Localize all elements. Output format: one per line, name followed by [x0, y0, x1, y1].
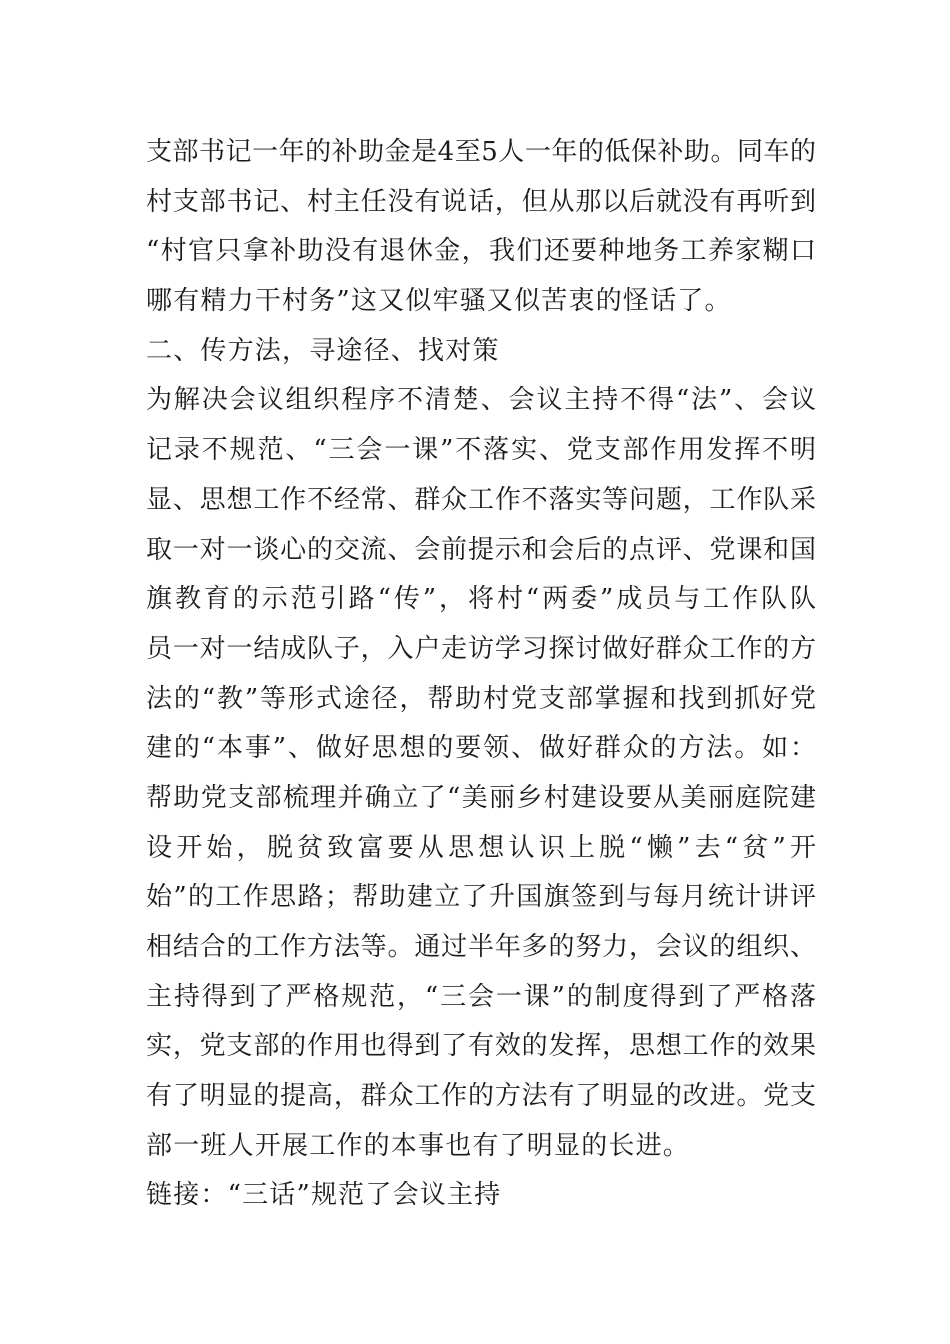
text-line: 记录不规范、“三会一课”不落实、党支部作用发挥不明 — [146, 435, 816, 466]
text-line: 村支部书记、村主任没有说话，但从那以后就没有再听到 — [146, 186, 816, 217]
text-line: 设开始，脱贫致富要从思想认识上脱“懒”去“贫”开 — [146, 832, 816, 863]
text-line: 取一对一谈心的交流、会前提示和会后的点评、党课和国 — [146, 534, 816, 565]
text-line: 法的“教”等形式途径，帮助村党支部掌握和找到抓好党 — [146, 683, 816, 714]
text-line: 哪有精力干村务”这又似牢骚又似苦衷的怪话了。 — [146, 286, 732, 317]
text-line: 显、思想工作不经常、群众工作不落实等问题，工作队采 — [146, 484, 816, 515]
text-line: 相结合的工作方法等。通过半年多的努力，会议的组织、 — [146, 932, 816, 962]
text-line: 主持得到了严格规范，“三会一课”的制度得到了严格落 — [146, 981, 816, 1012]
link-heading: 链接：“三话”规范了会议主持 — [146, 1180, 502, 1211]
text-line: 旗教育的示范引路“传”，将村“两委”成员与工作队队 — [146, 584, 816, 615]
text-line: 建的“本事”、做好思想的要领、做好群众的方法。如： — [146, 733, 816, 764]
text-line: 始”的工作思路；帮助建立了升国旗签到与每月统计讲评 — [146, 882, 816, 913]
body-text — [146, 128, 816, 1221]
text-line: 帮助党支部梳理并确立了“美丽乡村建设要从美丽庭院建 — [146, 782, 816, 813]
text-line: 员一对一结成队子，入户走访学习探讨做好群众工作的方 — [146, 633, 816, 664]
text-line: 支部书记一年的补助金是4至5人一年的低保补助。同车的 — [146, 137, 816, 167]
text-line: “村官只拿补助没有退休金，我们还要种地务工养家糊口 — [146, 236, 816, 267]
text-line: 有了明显的提高，群众工作的方法有了明显的改进。党支 — [146, 1081, 816, 1112]
text-line: 为解决会议组织程序不清楚、会议主持不得“法”、会议 — [146, 385, 816, 416]
text-line: 实，党支部的作用也得到了有效的发挥，思想工作的效果 — [146, 1031, 816, 1062]
text-line: 部一班人开展工作的本事也有了明显的长进。 — [146, 1130, 691, 1161]
section-heading: 二、传方法，寻途径、找对策 — [146, 335, 500, 366]
